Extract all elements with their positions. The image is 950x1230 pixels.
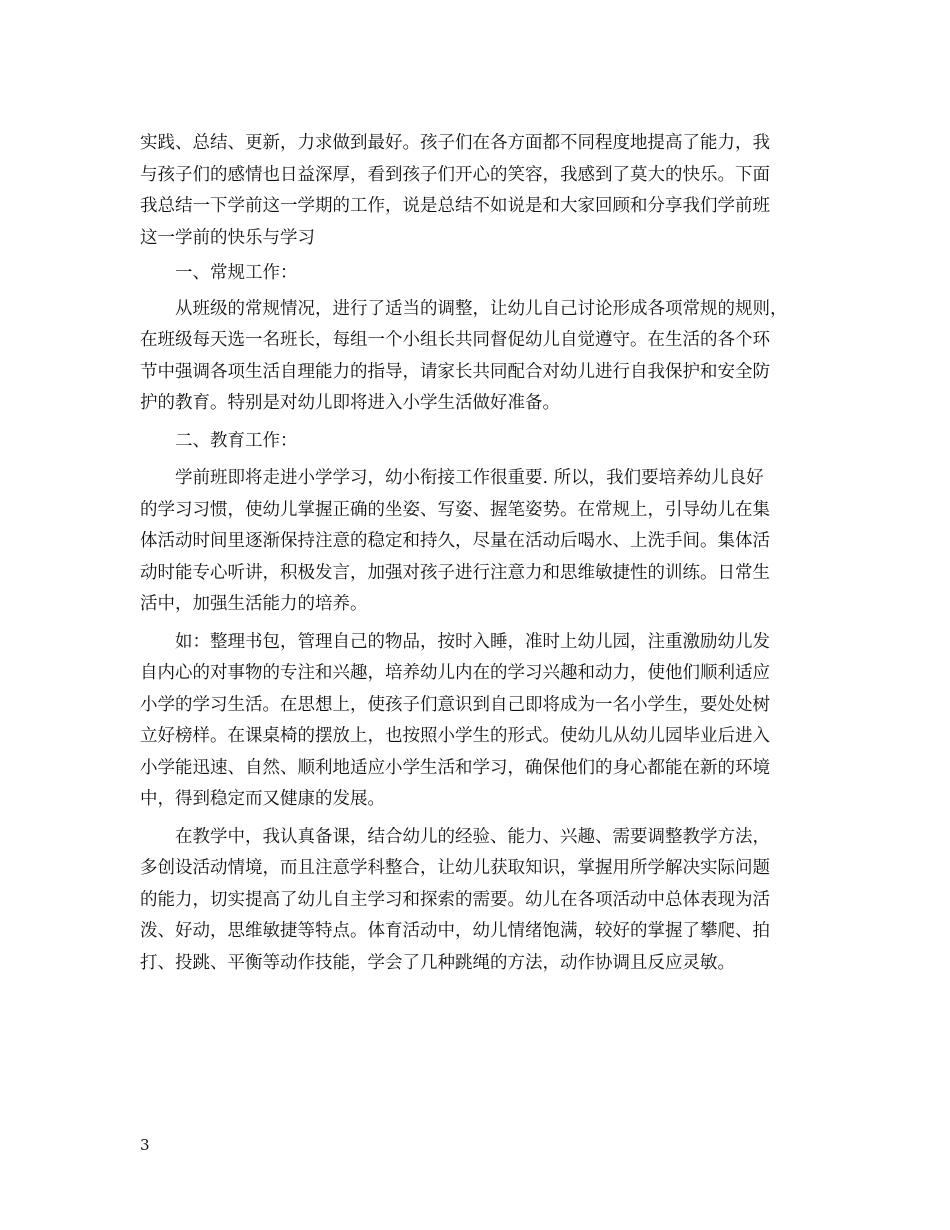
text-line: 小学能迅速、自然、顺利地适应小学生活和学习，确保他们的身心都能在新的环境 [140,757,770,778]
section-heading-education: 二、教育工作： [175,430,298,451]
text-line: 多创设活动情境，而且注意学科整合，让幼儿获取知识，掌握用所学解决实际问题 [140,858,770,878]
text-line: 我总结一下学前这一学期的工作，说是总结不如说是和大家回顾和分享我们学前班 [140,196,770,216]
page-number: 3 [140,1136,150,1154]
text-line: 体活动时间里逐渐保持注意的稳定和持久，尽量在活动后喝水、上洗手间。集体活 [140,531,770,551]
text-line: 活中，加强生活能力的培养。 [140,594,368,614]
text-line: 泼、好动，思维敏捷等特点。体育活动中，幼儿情绪饱满，较好的掌握了攀爬、拍 [140,921,770,941]
text-line: 的能力，切实提高了幼儿自主学习和探索的需要。幼儿在各项活动中总体表现为活 [140,889,770,910]
text-line: 护的教育。特别是对幼儿即将进入小学生活做好准备。 [140,393,560,413]
text-line: 节中强调各项生活自理能力的指导，请家长共同配合对幼儿进行自我保护和安全防 [140,361,770,382]
text-line: 中，得到稳定而又健康的发展。 [140,789,385,809]
text-line: 小学的学习生活。在思想上，使孩子们意识到自己即将成为一名小学生，要处处树 [140,694,770,715]
text-line: 实践、总结、更新，力求做到最好。孩子们在各方面都不同程度地提高了能力，我 [140,133,770,153]
text-line: 这一学前的快乐与学习 [140,227,315,248]
document-body [140,128,812,979]
text-line: 自内心的对事物的专注和兴趣，培养幼儿内在的学习兴趣和动力，使他们顺利适应 [140,663,770,683]
text-line: 从班级的常规情况，进行了适当的调整，让幼儿自己讨论形成各项常规的规则， [175,298,788,319]
text-line: 的学习习惯，使幼儿掌握正确的坐姿、写姿、握笔姿势。在常规上，引导幼儿在集 [140,499,770,520]
section-heading-routine: 一、常规工作： [175,263,298,283]
text-line: 动时能专心听讲，积极发言，加强对孩子进行注意力和思维敏捷性的训练。日常生 [140,562,770,583]
text-line: 立好榜样。在课桌椅的摆放上，也按照小学生的形式。使幼儿从幼儿园毕业后进入 [140,726,770,746]
text-line: 与孩子们的感情也日益深厚，看到孩子们开心的笑容，我感到了莫大的快乐。下面 [140,164,770,185]
text-line: 打、投跳、平衡等动作技能，学会了几种跳绳的方法，动作协调且反应灵敏。 [140,952,735,973]
text-line: 学前班即将走进小学学习，幼小衔接工作很重要. 所以，我们要培养幼儿良好 [175,468,764,488]
text-line: 如：整理书包，管理自己的物品，按时入睡，准时上幼儿园，注重激励幼儿发 [175,631,770,652]
text-line: 在班级每天选一名班长，每组一个小组长共同督促幼儿自觉遵守。在生活的各个环 [140,330,770,350]
text-line: 在教学中，我认真备课，结合幼儿的经验、能力、兴趣、需要调整教学方法， [175,826,770,847]
